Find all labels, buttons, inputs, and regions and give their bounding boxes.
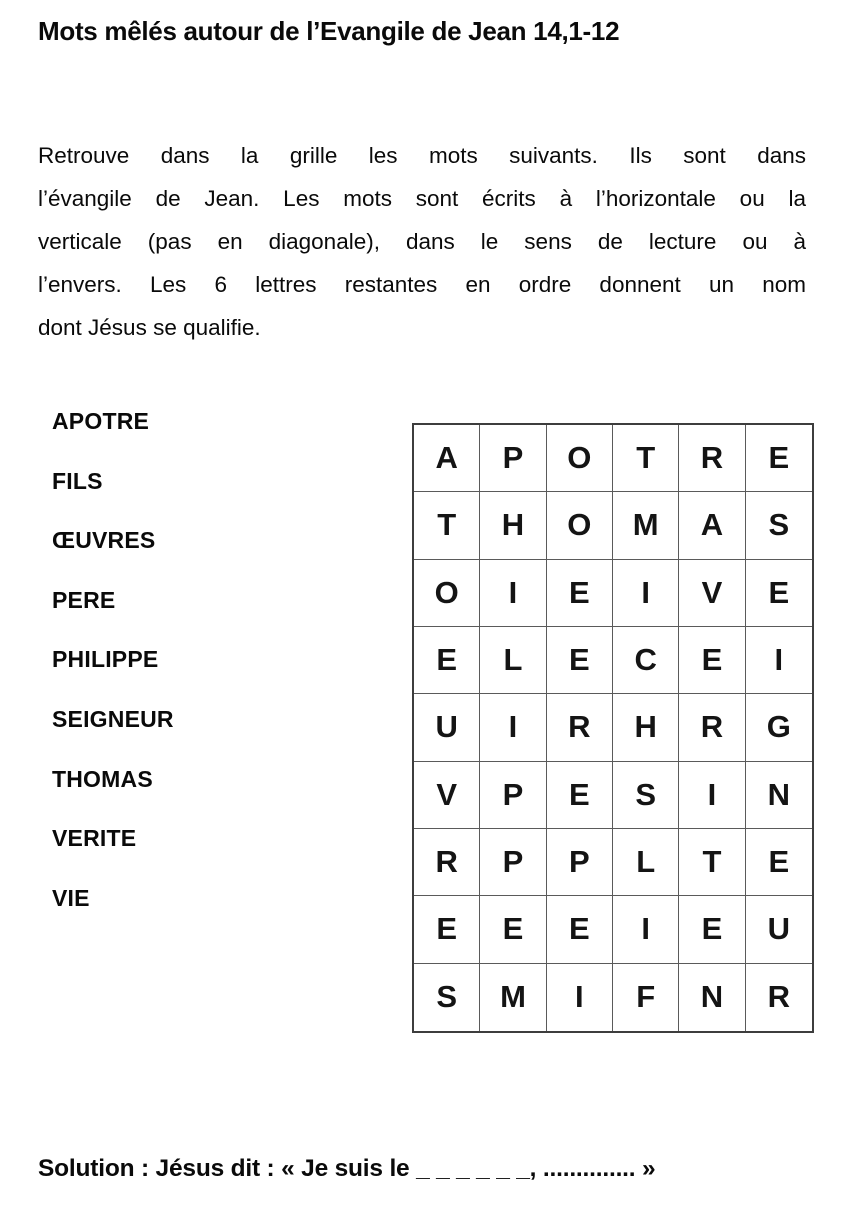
grid-cell: E	[547, 627, 613, 694]
grid-cell: R	[679, 694, 745, 761]
intro-paragraph	[38, 134, 806, 349]
word-list-item: SEIGNEUR	[52, 705, 174, 732]
grid-cell: E	[746, 829, 812, 896]
intro-line: l’évangile de Jean. Les mots sont écrits à l’horizontale ou la	[38, 186, 806, 211]
grid-cell: T	[414, 492, 480, 559]
grid-cell: E	[679, 896, 745, 963]
grid-cell: P	[480, 425, 546, 492]
grid-cell: S	[414, 964, 480, 1031]
word-list-item: THOMAS	[52, 765, 153, 792]
grid-cell: G	[746, 694, 812, 761]
word-list-item: VIE	[52, 884, 90, 911]
grid-cell: A	[679, 492, 745, 559]
grid-cell: O	[547, 425, 613, 492]
intro-line: verticale (pas en diagonale), dans le sens de lecture ou à	[38, 229, 806, 254]
grid-cell: O	[547, 492, 613, 559]
grid-cell: P	[547, 829, 613, 896]
grid-cell: U	[414, 694, 480, 761]
letter-grid	[412, 423, 814, 1033]
grid-cell: R	[679, 425, 745, 492]
page-title: Mots mêlés autour de l’Evangile de Jean 14,1-12	[38, 16, 620, 46]
grid-cell: E	[414, 896, 480, 963]
word-list-item: APOTRE	[52, 408, 150, 434]
grid-cell: R	[414, 829, 480, 896]
grid-cell: R	[767, 979, 791, 1015]
word-list-item: PHILIPPE	[52, 646, 159, 673]
grid-cell: M	[480, 964, 546, 1031]
grid-cell: E	[547, 762, 613, 829]
grid-cell: R	[547, 694, 613, 761]
grid-cell: E	[547, 560, 613, 627]
grid-cell: V	[679, 560, 745, 627]
word-list-item: FILS	[52, 467, 103, 494]
grid-cell: P	[480, 829, 546, 896]
word-list-item: VERITE	[52, 825, 137, 852]
solution-line	[38, 1155, 655, 1183]
grid-cell: E	[480, 896, 546, 963]
grid-cell: H	[613, 694, 679, 761]
grid-cell: H	[480, 492, 546, 559]
grid-cell: S	[746, 492, 812, 559]
grid-cell: I	[480, 694, 546, 761]
grid-cell: N	[679, 964, 745, 1031]
grid-cell: M	[613, 492, 679, 559]
grid-cell: A	[414, 425, 480, 492]
grid-cell: U	[746, 896, 812, 963]
grid-cell: E	[679, 627, 745, 694]
grid-cell: L	[613, 829, 679, 896]
grid-cell: P	[480, 762, 546, 829]
grid-cell: S	[613, 762, 679, 829]
grid-cell: F	[613, 964, 679, 1031]
grid-cell: I	[480, 560, 546, 627]
word-list-item: PERE	[52, 586, 116, 613]
grid-cell: C	[613, 627, 679, 694]
grid-cell: N	[746, 762, 812, 829]
grid-cell: I	[613, 896, 679, 963]
grid-cell: T	[613, 425, 679, 492]
intro-line: Retrouve dans la grille les mots suivants. Ils sont dans	[38, 143, 806, 168]
grid-cell: E	[746, 425, 812, 492]
intro-line: l’envers. Les 6 lettres restantes en ordre donnent un nom	[38, 272, 806, 297]
grid-cell: T	[679, 829, 745, 896]
grid-cell: I	[679, 762, 745, 829]
grid-cell: I	[746, 627, 812, 694]
word-list-item: ŒUVRES	[52, 527, 156, 554]
grid-cell: E	[414, 627, 480, 694]
grid-cell: O	[414, 560, 480, 627]
grid-cell: E	[547, 896, 613, 963]
word-list	[52, 407, 174, 943]
grid-cell: I	[613, 560, 679, 627]
grid-cell: V	[414, 762, 480, 829]
intro-line: dont Jésus se qualifie.	[38, 315, 261, 340]
grid-cell: I	[547, 964, 613, 1031]
grid-cell: E	[746, 560, 812, 627]
grid-cell: L	[480, 627, 546, 694]
solution-text: Solution : Jésus dit : « Je suis le _ _ _ _ _ _, .............. »	[38, 1155, 656, 1182]
